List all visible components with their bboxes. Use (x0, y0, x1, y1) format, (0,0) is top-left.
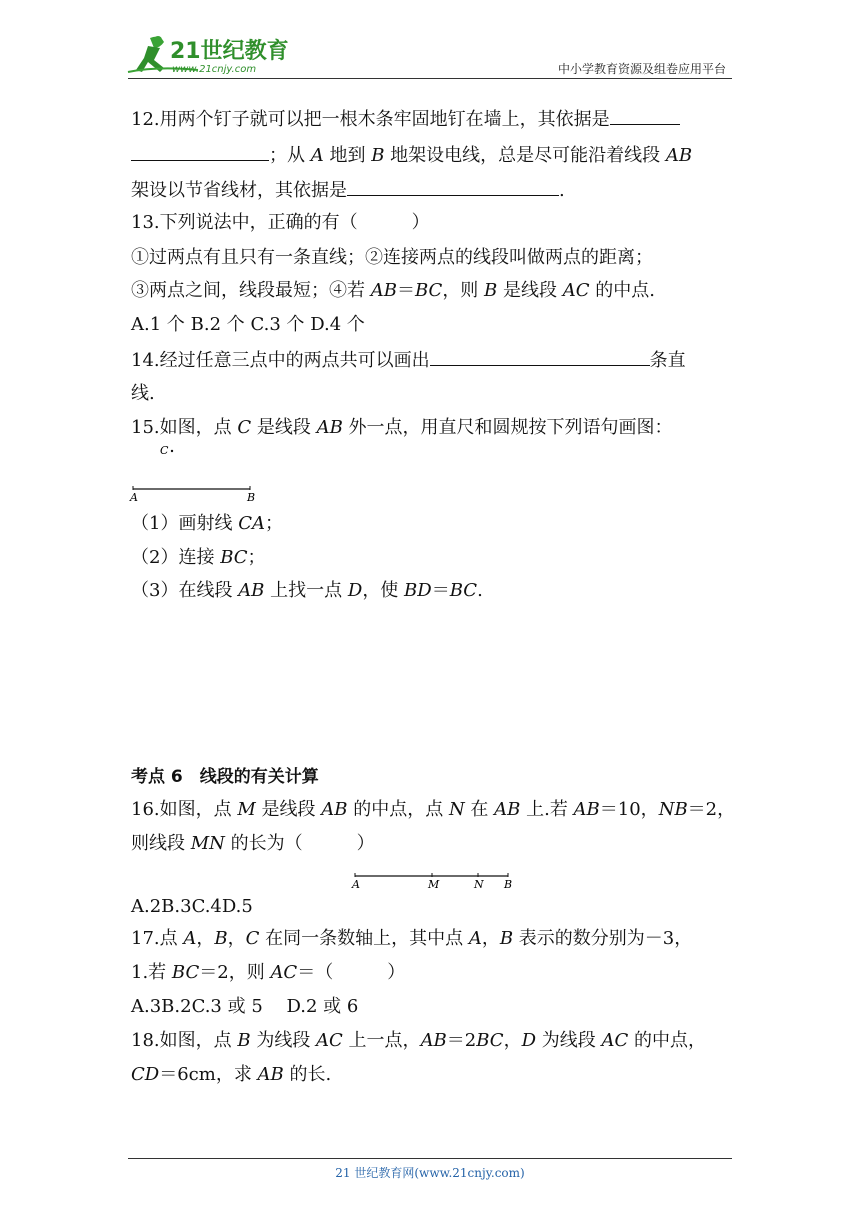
q16-line2 (131, 832, 375, 856)
q17-var: C (245, 928, 260, 949)
logo-url: www.21cnjy.com (172, 64, 257, 75)
q15-step2 (131, 546, 266, 570)
q15-var: AB (238, 580, 265, 601)
q16-text: 是线段 (255, 799, 322, 820)
q18-text: 的长. (283, 1064, 332, 1085)
q18-line1 (131, 1029, 706, 1053)
q17-text: ， (196, 928, 215, 949)
q13-var: AC (562, 280, 590, 301)
q12-text: . (559, 180, 565, 201)
q13-text: 的中点. (589, 280, 655, 301)
q16-var: AB (573, 799, 600, 820)
q18-text: 的中点， (628, 1030, 706, 1051)
q15-step3 (131, 579, 483, 603)
q15-text: （1）画射线 (131, 513, 239, 534)
q13-statements-2 (131, 279, 655, 303)
q15-var: C (237, 417, 252, 438)
q13-statements-1: ①过两点有且只有一条直线；②连接两点的线段叫做两点的距离； (131, 247, 653, 268)
header-platform-text: 中小学教育资源及组卷应用平台 (557, 62, 726, 76)
q14-line1 (131, 347, 686, 373)
q15-text: ； (247, 547, 266, 568)
footer-link[interactable]: 21 世纪教育网(www.21cnjy.com) (335, 1166, 525, 1180)
q18-var: AB (257, 1064, 284, 1085)
q14-blank[interactable] (430, 347, 650, 366)
q18-text: ＝2 (446, 1030, 477, 1051)
q16-text: 则线段 (131, 833, 191, 854)
q15-var: BC (449, 580, 478, 601)
q15-text: 是线段 (251, 417, 317, 438)
q13-options: A.1 个 B.2 个 C.3 个 D.4 个 (131, 314, 365, 335)
q17-var: A (468, 928, 482, 949)
q12-text: ；从 (269, 145, 311, 166)
fig-label-a: A (130, 491, 138, 504)
q18-text: 为线段 (250, 1030, 317, 1051)
q16-var: AB (494, 799, 521, 820)
q18-var: AC (316, 1030, 343, 1051)
q12-var: B (371, 145, 385, 166)
q13-text: ③两点之间，线段最短；④若 (131, 280, 371, 301)
q16-text: 上.若 (520, 799, 574, 820)
q12-line2 (131, 142, 692, 168)
q17-text: 表示的数分别为－3， (513, 928, 693, 949)
header-divider (128, 78, 732, 79)
q17-text: ＝2，则 (199, 962, 271, 983)
q13-text: 是线段 (497, 280, 563, 301)
q15-text: （2）连接 (131, 547, 221, 568)
q18-var: BC (476, 1030, 504, 1051)
q16-var: N (448, 799, 465, 820)
q13-text: ＝ (396, 280, 415, 301)
q12-text: 地架设电线，总是尽可能沿着线段 (384, 145, 666, 166)
q16-text: 的长为（ ） (224, 833, 375, 854)
q16-figure (348, 866, 518, 892)
q17-text: ＝（ ） (297, 962, 406, 983)
q17-var: A (183, 928, 197, 949)
q12-text: 地到 (323, 145, 372, 166)
q18-var: CD (131, 1064, 160, 1085)
q15-text: ＝ (431, 580, 450, 601)
q15-text: 15.如图，点 (131, 417, 238, 438)
q17-text: ， (227, 928, 246, 949)
q17-var: B (499, 928, 514, 949)
footer-divider (128, 1158, 732, 1159)
q13-var: B (484, 280, 498, 301)
q16-var: M (237, 799, 256, 820)
q15-text: ； (264, 513, 283, 534)
q12-var: A (310, 145, 324, 166)
q15-text: 外一点，用直尺和圆规按下列语句画图： (342, 417, 673, 438)
q14-text: 条直 (649, 350, 686, 371)
q15-stem (131, 416, 673, 440)
q12-blank1-cont[interactable] (131, 142, 269, 161)
q12-text: 12.用两个钉子就可以把一根木条牢固地钉在墙上，其依据是 (131, 109, 610, 130)
q12-line3 (131, 177, 565, 203)
q15-var: BD (404, 580, 432, 601)
q12-blank1[interactable] (610, 106, 680, 125)
q16-text: ＝10， (599, 799, 659, 820)
q17-options: A.3B.2C.3 或 5 D.2 或 6 (131, 996, 359, 1017)
q17-text: ， (481, 928, 500, 949)
fig-label-a: A (352, 878, 360, 891)
q18-text: 18.如图，点 (131, 1030, 238, 1051)
q15-var: D (347, 580, 363, 601)
q18-var: AC (601, 1030, 629, 1051)
q16-var: MN (190, 833, 225, 854)
q17-text: 17.点 (131, 928, 184, 949)
q16-text: 16.如图，点 (131, 799, 238, 820)
q16-var: NB (658, 799, 688, 820)
q18-var: AB (420, 1030, 447, 1051)
q15-var: AB (316, 417, 343, 438)
q18-line2 (131, 1063, 331, 1087)
q17-var: BC (171, 962, 200, 983)
q15-step1 (131, 512, 283, 536)
q18-text: 上一点， (342, 1030, 421, 1051)
q16-options: A.2B.3C.4D.5 (131, 896, 253, 917)
q17-text: 在同一条数轴上，其中点 (259, 928, 469, 949)
section-heading-6: 考点 6 线段的有关计算 (131, 767, 319, 787)
q18-text: ， (503, 1030, 522, 1051)
fig-label-m: M (428, 878, 440, 891)
q15-figure (128, 440, 268, 504)
point-c (171, 450, 173, 452)
q16-text: 的中点，点 (347, 799, 449, 820)
q17-var: B (214, 928, 228, 949)
q14-text: 14.经过任意三点中的两点共可以画出 (131, 350, 430, 371)
q15-text: ，使 (362, 580, 405, 601)
q12-line1 (131, 106, 680, 132)
q12-text: 架设以节省线材，其依据是 (131, 180, 347, 201)
q12-var: AB (665, 145, 693, 166)
q16-text: 在 (464, 799, 495, 820)
fig-label-b: B (247, 491, 256, 504)
q13-var: BC (414, 280, 443, 301)
q13-stem: 13.下列说法中，正确的有（ ） (131, 212, 430, 233)
q15-text: 上找一点 (264, 580, 348, 601)
q16-var: AB (321, 799, 348, 820)
q18-text: 为线段 (536, 1030, 602, 1051)
fig-label-n: N (474, 878, 484, 891)
q17-line2 (131, 961, 405, 985)
q18-var: D (521, 1030, 537, 1051)
q13-var: AB (370, 280, 397, 301)
q17-var: AC (270, 962, 298, 983)
q14-line2: 线. (131, 383, 155, 404)
q18-text: ＝6cm，求 (159, 1064, 258, 1085)
q16-text: ＝2， (687, 799, 736, 820)
q13-text: ，则 (442, 280, 485, 301)
q15-text: . (477, 580, 483, 601)
fig-label-b: B (504, 878, 513, 891)
q15-var: BC (220, 547, 248, 568)
q16-line1 (131, 798, 735, 822)
q15-text: （3）在线段 (131, 580, 239, 601)
q12-blank2[interactable] (347, 177, 559, 196)
site-logo (120, 32, 290, 80)
logo-text: 21世纪教育 (170, 39, 289, 64)
q17-text: 1.若 (131, 962, 172, 983)
q18-var: B (237, 1030, 251, 1051)
fig-label-c: C (160, 444, 169, 457)
q15-var: CA (238, 513, 265, 534)
q17-line1 (131, 927, 692, 951)
